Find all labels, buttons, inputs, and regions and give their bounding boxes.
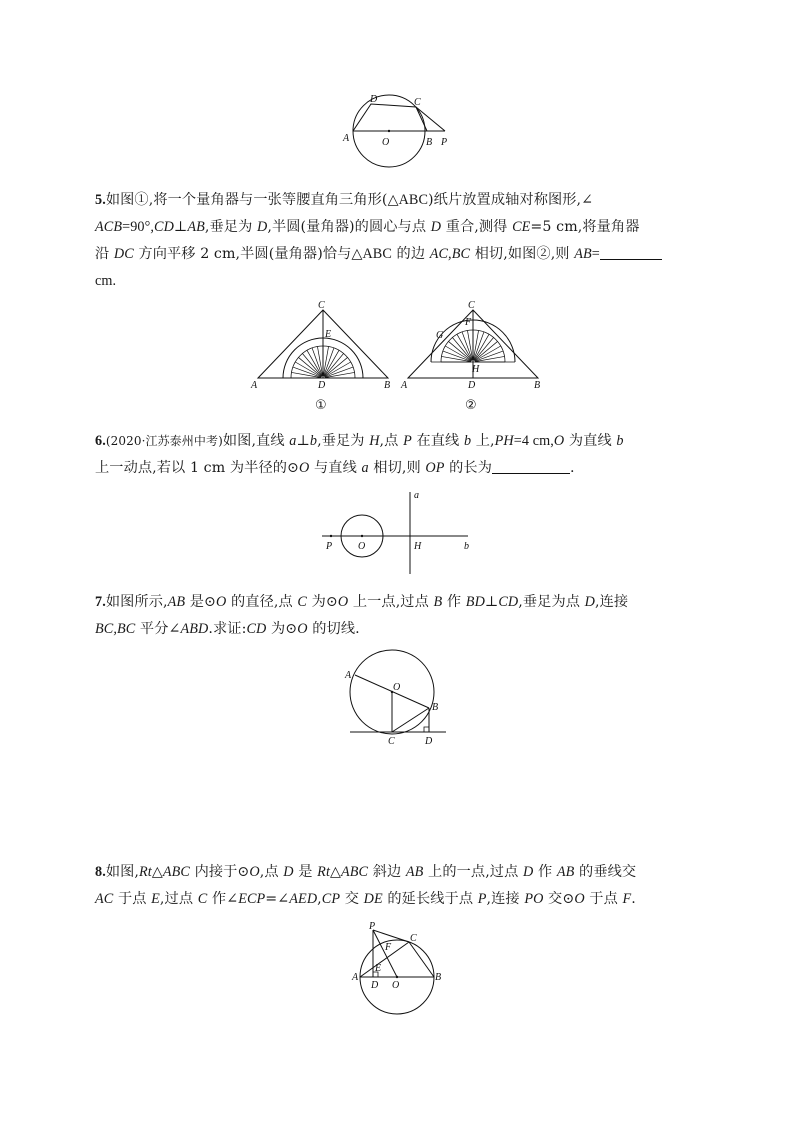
q8-text: 斜边 xyxy=(368,864,406,880)
q6-math: b xyxy=(616,433,624,449)
q7-math: BD⊥CD xyxy=(465,594,519,610)
q7-math: C xyxy=(297,594,307,610)
q8-math: AB xyxy=(405,864,424,880)
q6-math: H xyxy=(369,433,380,449)
label-G: G xyxy=(436,330,444,341)
label-F: F xyxy=(465,317,472,328)
q5-text: 沿 xyxy=(95,246,114,262)
question-8 xyxy=(95,859,705,913)
q8-text: 交 xyxy=(340,891,364,907)
label-C: C xyxy=(388,736,395,747)
label-C: C xyxy=(318,300,325,311)
label-D: D xyxy=(425,736,433,747)
q5-text: 方向平移 2 cm,半圆(量角器)恰与 xyxy=(133,246,352,262)
q8-math: Rt△ABC xyxy=(139,864,190,880)
q7-text: 为⊙ xyxy=(306,594,338,610)
q5-math: D xyxy=(257,219,268,235)
q8-math: AED xyxy=(289,891,318,907)
label-B: B xyxy=(432,702,439,713)
label-A: A xyxy=(352,972,359,983)
protractor-tick xyxy=(441,356,471,361)
figure-q5-2 xyxy=(398,298,548,394)
question-6 xyxy=(95,428,705,482)
q5-line-2 xyxy=(95,214,705,241)
label-A: A xyxy=(343,133,350,144)
label-D: D xyxy=(318,380,326,391)
q8-text: ,连接 xyxy=(486,891,525,907)
q8-math: Rt△ABC xyxy=(317,864,369,880)
q8-text: 如图, xyxy=(105,864,140,880)
q7-text: ,垂足为点 xyxy=(518,594,585,610)
q8-text: 是 xyxy=(293,864,318,880)
q6-text: 上一动点,若以 1 cm 为半径的⊙ xyxy=(95,460,300,476)
protractor-tick xyxy=(448,341,471,360)
question-number: 6. xyxy=(95,433,106,449)
q5-math: CE xyxy=(512,219,531,235)
q8-math: E xyxy=(151,891,160,907)
q8-text: 于点 xyxy=(113,891,152,907)
label-H: H xyxy=(414,541,422,552)
question-number: 7. xyxy=(95,594,106,610)
q5-line-1 xyxy=(95,187,705,214)
label-b: b xyxy=(464,541,469,552)
figure-q8 xyxy=(345,920,455,1015)
figure-caption-1: ① xyxy=(315,398,327,413)
q8-text: 作 xyxy=(533,864,557,880)
q7-text: 平分∠ xyxy=(135,621,181,637)
q6-text: 的长为 xyxy=(444,460,492,476)
q6-math: =4 cm, xyxy=(513,433,554,449)
q7-text: 作 xyxy=(442,594,466,610)
q6-math: O xyxy=(553,433,565,449)
q8-text: 内接于⊙ xyxy=(189,864,250,880)
label-B: B xyxy=(384,380,391,391)
q6-math: a⊥b xyxy=(289,433,318,449)
q5-math: = xyxy=(591,246,600,262)
q6-text: 相切,则 xyxy=(368,460,426,476)
q6-text: ,点 xyxy=(379,433,404,449)
label-C: C xyxy=(468,300,475,311)
q8-math: AB xyxy=(556,864,575,880)
question-number: 5. xyxy=(95,192,106,208)
q7-math: O xyxy=(216,594,227,610)
q7-math: D xyxy=(584,594,595,610)
protractor-tick xyxy=(475,341,498,360)
label-B: B xyxy=(426,137,433,148)
q6-line-2 xyxy=(95,455,705,482)
label-E: E xyxy=(325,329,332,340)
q5-text: ,垂足为 xyxy=(204,219,257,235)
q7-math: AB xyxy=(167,594,186,610)
q5-text: 的边 xyxy=(391,246,430,262)
q5-text: )纸片放置成轴对称图形,∠ xyxy=(428,192,594,208)
q5-math: AC,BC xyxy=(429,246,471,262)
q8-text: =∠ xyxy=(265,891,290,907)
q5-math: △ABC xyxy=(351,246,392,262)
q8-text: 的延长线于点 xyxy=(382,891,478,907)
label-P: P xyxy=(441,137,448,148)
label-C: C xyxy=(414,97,421,108)
figure-q7 xyxy=(340,650,455,750)
q6-math: O xyxy=(299,460,310,476)
q5-text: 相切,如图②,则 xyxy=(470,246,575,262)
protractor-tick xyxy=(475,356,505,361)
protractor-tick xyxy=(452,337,471,360)
q8-text: ,过点 xyxy=(159,891,198,907)
q8-math: F xyxy=(622,891,632,907)
q5-text: 重合,测得 xyxy=(441,219,513,235)
q6-math: b xyxy=(463,433,472,449)
q6-text: . xyxy=(570,460,575,476)
label-A: A xyxy=(251,380,258,391)
label-D: D xyxy=(370,94,378,105)
q8-math: D xyxy=(283,864,294,880)
q6-text: ,垂足为 xyxy=(317,433,370,449)
protractor-tick xyxy=(298,357,321,376)
q8-text: 上的一点,过点 xyxy=(423,864,523,880)
label-C: C xyxy=(410,933,417,944)
q7-text: 上一点,过点 xyxy=(348,594,434,610)
q5-text: 如图①,将一个量角器与一张等腰直角三角形( xyxy=(105,192,388,208)
protractor-tick xyxy=(325,372,355,377)
q8-text: 的垂线交 xyxy=(574,864,637,880)
label-O: O xyxy=(382,137,390,148)
q8-math: DE xyxy=(363,891,383,907)
label-B: B xyxy=(435,972,442,983)
q8-math: P xyxy=(477,891,487,907)
q5-line-4 xyxy=(95,268,705,295)
figure-q6 xyxy=(318,488,478,578)
q8-math: C xyxy=(197,891,208,907)
q5-text: ,半圆(量角器)的圆心与点 xyxy=(267,219,431,235)
q7-math: O xyxy=(337,594,349,610)
protractor-tick xyxy=(474,337,493,360)
q6-text: 在直线 xyxy=(411,433,464,449)
q8-text: 于点 xyxy=(584,891,623,907)
q8-math: D xyxy=(523,864,534,880)
label-A: A xyxy=(401,380,408,391)
q6-text: 上, xyxy=(471,433,495,449)
q8-text: 作∠ xyxy=(207,891,239,907)
q7-text: 如图所示, xyxy=(105,594,168,610)
q6-math: PH xyxy=(494,433,514,449)
label-H: H xyxy=(472,364,480,375)
q7-math: ABD xyxy=(180,621,209,637)
protractor-tick xyxy=(473,330,478,360)
question-number: 8. xyxy=(95,864,106,880)
q8-math: O xyxy=(249,864,260,880)
q7-math: B xyxy=(433,594,443,610)
q6-text: 如图,直线 xyxy=(222,433,290,449)
q5-text: =5 cm,将量角器 xyxy=(530,219,640,235)
q8-text: . xyxy=(631,891,636,907)
q5-math: ACB xyxy=(95,219,123,235)
protractor-tick xyxy=(324,353,343,376)
answer-blank[interactable] xyxy=(492,459,570,474)
label-F: F xyxy=(385,942,392,953)
q5-math: DC xyxy=(113,246,134,262)
q7-text: 是⊙ xyxy=(185,594,217,610)
q7-line-2 xyxy=(95,616,705,643)
q6-source: (2020·江苏泰州中考) xyxy=(105,434,223,448)
protractor-tick xyxy=(317,346,322,376)
label-O: O xyxy=(392,980,400,991)
q6-line-1 xyxy=(95,428,705,455)
label-P: P xyxy=(369,921,376,932)
q7-math: CD xyxy=(246,621,267,637)
q8-math: O xyxy=(574,891,585,907)
label-E: E xyxy=(375,963,382,974)
label-O: O xyxy=(358,541,366,552)
q6-math: a xyxy=(361,460,369,476)
q7-text: 的直径,点 xyxy=(226,594,298,610)
figure-q5-1 xyxy=(248,298,398,394)
q7-line-1 xyxy=(95,589,705,616)
q5-math: =90° xyxy=(122,219,151,235)
q6-text: 为直线 xyxy=(564,433,617,449)
q8-math: ECP xyxy=(238,891,266,907)
protractor-tick xyxy=(325,357,348,376)
q6-math: OP xyxy=(425,460,445,476)
protractor-tick xyxy=(467,330,472,360)
q5-math: ,CD⊥AB xyxy=(150,219,205,235)
q8-line-2 xyxy=(95,886,705,913)
figure-circle-quadrilateral xyxy=(340,92,460,156)
q7-text: .求证: xyxy=(208,621,247,637)
q5-line-3 xyxy=(95,241,705,268)
q8-math: CP xyxy=(321,891,341,907)
q8-math: PO xyxy=(524,891,544,907)
q8-text: 交⊙ xyxy=(543,891,575,907)
q7-text: 的切线. xyxy=(307,621,360,637)
label-O: O xyxy=(393,682,401,693)
label-A: A xyxy=(345,670,352,681)
q8-text: ,点 xyxy=(259,864,284,880)
label-a: a xyxy=(414,490,419,501)
q6-text: 与直线 xyxy=(309,460,362,476)
label-D: D xyxy=(468,380,476,391)
q7-text: ,连接 xyxy=(595,594,629,610)
protractor-tick xyxy=(323,346,328,376)
q8-text: , xyxy=(317,891,322,907)
figure-caption-2: ② xyxy=(465,398,477,413)
q8-math: AC xyxy=(95,891,114,907)
q6-math: P xyxy=(403,433,412,449)
q5-math: AB xyxy=(574,246,592,262)
q8-line-1 xyxy=(95,859,705,886)
q7-math: O xyxy=(297,621,308,637)
question-5 xyxy=(95,187,705,295)
q7-math: BC,BC xyxy=(95,621,136,637)
q7-text: 为⊙ xyxy=(266,621,298,637)
label-B: B xyxy=(534,380,541,391)
q5-math: △ABC xyxy=(387,192,429,208)
label-P: P xyxy=(326,541,333,552)
answer-blank[interactable] xyxy=(600,245,662,260)
label-D: D xyxy=(371,980,379,991)
q5-math: D xyxy=(430,219,442,235)
q5-text: cm. xyxy=(95,273,117,289)
protractor-tick xyxy=(302,353,321,376)
protractor-tick xyxy=(291,372,321,377)
question-7 xyxy=(95,589,705,643)
